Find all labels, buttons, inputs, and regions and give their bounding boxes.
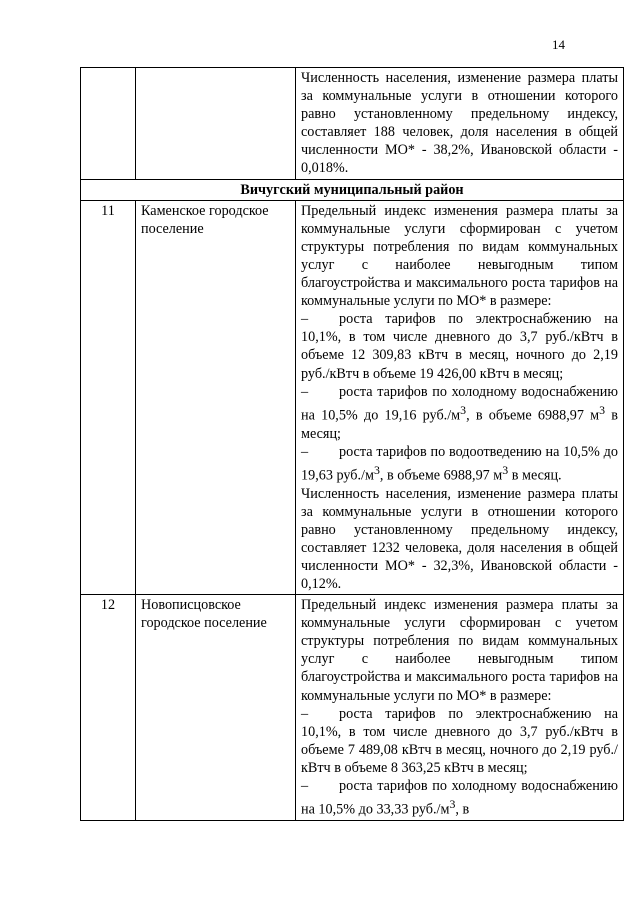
water-supply-text-b: , в — [455, 801, 470, 818]
description-cell — [296, 595, 624, 821]
sewerage-tariff-item — [301, 443, 618, 485]
population-text: Численность населения, изменение размера платы за коммунальные услуги в отношении которого равно установленному предельному индексу, составляет 188 человек, доля населения в общей численности МО* - 38,2%, Ивановской области - 0,018%. — [301, 70, 618, 177]
sewerage-text-a: роста тарифов по водоотведению на 10,5% до 19,63 руб./м — [301, 443, 618, 484]
district-header-row — [81, 179, 624, 200]
water-supply-tariff-item — [301, 777, 618, 819]
water-supply-tariff-item — [301, 383, 618, 443]
row-number-cell: 12 — [81, 595, 136, 821]
description-cell — [296, 200, 624, 594]
tariff-table — [80, 67, 624, 821]
electricity-tariff-item — [301, 310, 618, 382]
dash-marker: – — [301, 383, 309, 400]
electricity-tariff-item — [301, 705, 618, 777]
row-number-cell — [81, 68, 136, 180]
dash-marker: – — [301, 311, 309, 328]
settlement-cell: Каменское городское поселение — [136, 200, 296, 594]
sewerage-text-b: , в объеме 6988,97 м — [379, 467, 503, 484]
cubic-superscript: 3 — [449, 797, 456, 812]
table-row — [81, 200, 624, 594]
row-number-cell: 11 — [81, 200, 136, 594]
dash-marker: – — [301, 705, 309, 722]
water-supply-text-c: в месяц; — [301, 407, 618, 442]
electricity-tariff-text: роста тарифов по электроснабжению на 10,1%, в том числе дневного до 3,7 руб./кВтч в объеме 12 309,83 кВтч в месяц, ночного до 2,19 руб./кВтч в объеме 19 426,00 кВтч в месяц; — [301, 311, 618, 382]
sewerage-text-c: в месяц. — [508, 467, 562, 484]
settlement-cell: Новописцовское городское поселение — [136, 595, 296, 821]
settlement-cell — [136, 68, 296, 180]
dash-marker: – — [301, 443, 309, 460]
cubic-superscript: 3 — [599, 402, 606, 417]
description-cell — [296, 68, 624, 180]
water-supply-text-a: роста тарифов по холодному водоснабжению на 10,5% до 19,16 руб./м — [301, 383, 618, 424]
table-row — [81, 68, 624, 180]
dash-marker: – — [301, 778, 309, 795]
district-header: Вичугский муниципальный район — [81, 179, 624, 200]
electricity-tariff-text: роста тарифов по электроснабжению на 10,1%, в том числе дневного до 3,7 руб./кВтч в объеме 7 489,08 кВтч в месяц, ночного до 2,19 руб./кВтч в объеме 8 363,25 кВтч в месяц; — [301, 705, 618, 776]
page-number: 14 — [552, 37, 565, 52]
table-row — [81, 595, 624, 821]
index-intro-text: Предельный индекс изменения размера платы за коммунальные услуги сформирован с учетом структуры потребления по видам коммунальных услуг с наиболее невыгодным типом благоустройства и максимального роста тарифов на коммунальные услуги по МО* в размере: — [301, 597, 618, 704]
cubic-superscript: 3 — [502, 462, 509, 477]
index-intro-text: Предельный индекс изменения размера платы за коммунальные услуги сформирован с учетом структуры потребления по видам коммунальных услуг с наиболее невыгодным типом благоустройства и максимального роста тарифов на коммунальные услуги по МО* в размере: — [301, 202, 618, 310]
cubic-superscript: 3 — [373, 462, 380, 477]
water-supply-text-b: , в объеме 6988,97 м — [466, 407, 600, 424]
cubic-superscript: 3 — [460, 402, 467, 417]
water-supply-text-a: роста тарифов по холодному водоснабжению на 10,5% до 33,33 руб./м — [301, 778, 618, 818]
population-text: Численность населения, изменение размера платы за коммунальные услуги в отношении которого равно установленному предельному индексу, составляет 1232 человека, доля населения в общей численности МО* - 32,3%, Ивановской области - 0,12%. — [301, 485, 618, 592]
